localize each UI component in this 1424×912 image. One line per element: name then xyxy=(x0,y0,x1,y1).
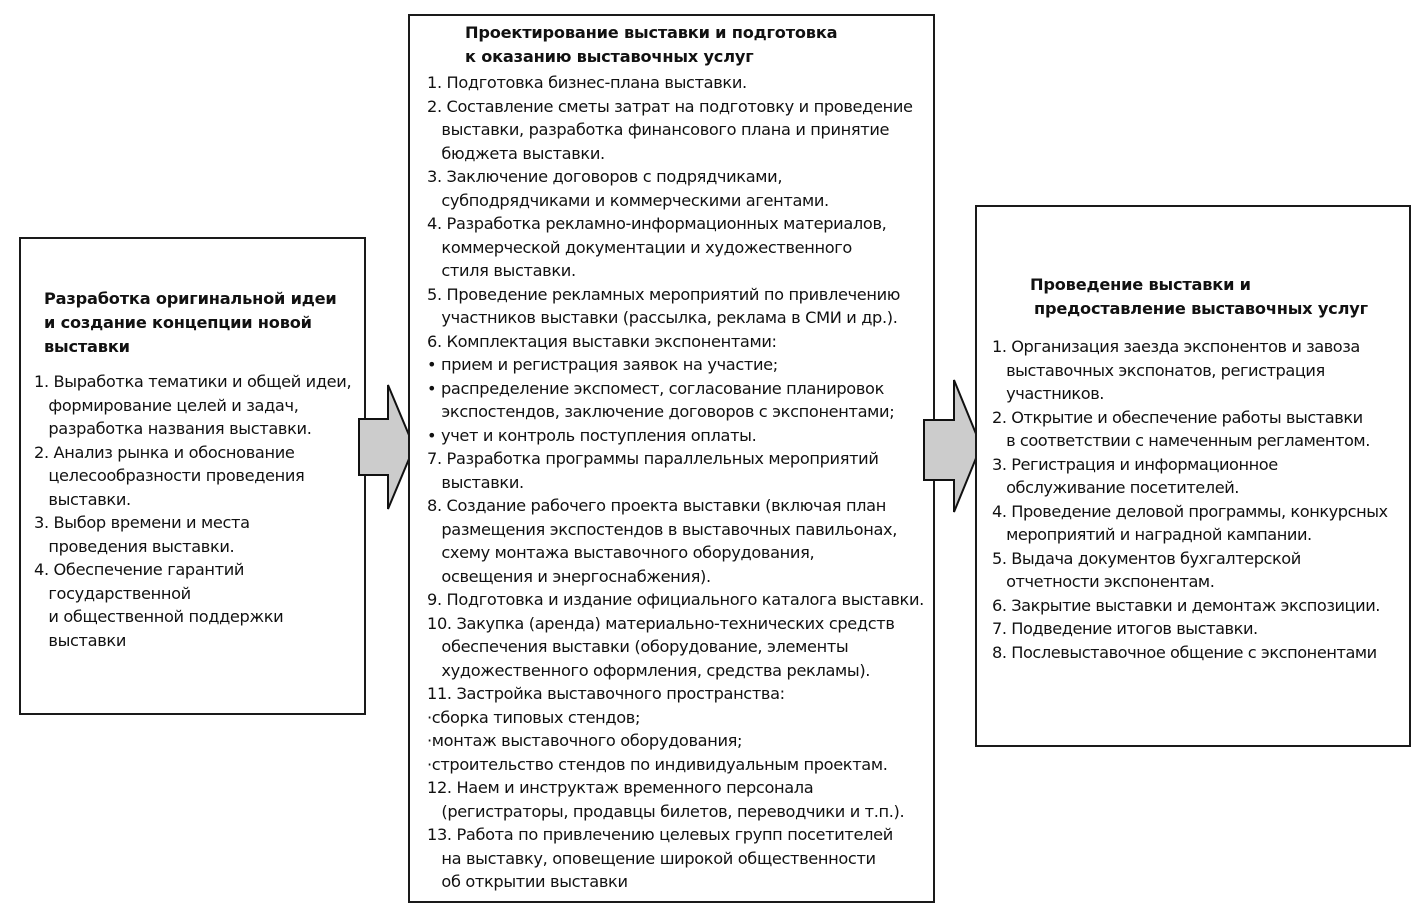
list-item: 12. Наем и инструктаж временного персонала xyxy=(427,778,814,797)
list-item: на выставку, оповещение широкой общественности xyxy=(427,848,876,868)
list-item: 1. Организация заезда экспонентов и завоза xyxy=(992,337,1360,356)
list-item: коммерческой документации и художественного xyxy=(427,237,852,257)
list-item: выставки. xyxy=(34,489,131,509)
list-item: 2. Открытие и обеспечение работы выставки xyxy=(992,407,1363,427)
concept-stage-title xyxy=(44,287,354,359)
list-item: целесообразности проведения xyxy=(34,466,305,485)
list-item: 6. Закрытие выставки и демонтаж экспозиции. xyxy=(992,595,1380,615)
list-item: 2. Составление сметы затрат на подготовку и проведение xyxy=(427,96,913,116)
list-item: • прием и регистрация заявок на участие; xyxy=(427,355,778,374)
list-item: участников. xyxy=(992,384,1104,403)
list-item: 8. Послевыставочное общение с экспонентами xyxy=(992,642,1377,662)
list-item: мероприятий и наградной кампании. xyxy=(992,525,1312,544)
exhibition-stage-title xyxy=(1030,273,1401,321)
list-item: 4. Обеспечение гарантий xyxy=(34,560,245,579)
list-item: 8. Создание рабочего проекта выставки (включая план xyxy=(427,496,886,515)
list-item: экспостендов, заключение договоров с экспонентами; xyxy=(427,402,895,421)
list-item: обслуживание посетителей. xyxy=(992,478,1239,497)
list-item: 13. Работа по привлечению целевых групп посетителей xyxy=(427,825,893,844)
list-item: разработка названия выставки. xyxy=(34,419,312,438)
list-item: 1. Подготовка бизнес-плана выставки. xyxy=(427,73,747,92)
list-item: 3. Выбор времени и места xyxy=(34,513,250,532)
list-item: 9. Подготовка и издание официального каталога выставки. xyxy=(427,590,924,609)
list-item: 4. Разработка рекламно-информационных материалов, xyxy=(427,214,887,233)
list-item: 4. Проведение деловой программы, конкурсных xyxy=(992,501,1388,521)
list-item: освещения и энергоснабжения). xyxy=(427,566,711,586)
list-item: выставочных экспонатов, регистрация xyxy=(992,360,1325,380)
concept-title-line: выставки xyxy=(44,337,130,356)
design-stage-title xyxy=(465,21,927,69)
list-item: субподрядчиками и коммерческими агентами. xyxy=(427,190,829,210)
list-item: об открытии выставки xyxy=(427,872,628,891)
list-item: проведения выставки. xyxy=(34,536,235,556)
list-item: 7. Подведение итогов выставки. xyxy=(992,619,1258,638)
list-item: в соответствии с намеченным регламентом. xyxy=(992,431,1370,450)
list-item: 6. Комплектация выставки экспонентами: xyxy=(427,331,777,351)
list-item: государственной xyxy=(34,583,191,603)
list-item: 2. Анализ рынка и обоснование xyxy=(34,442,295,462)
list-item: бюджета выставки. xyxy=(427,143,605,163)
design-title-line: Проектирование выставки и подготовка xyxy=(465,23,838,42)
list-item: 5. Проведение рекламных мероприятий по привлечению xyxy=(427,284,901,304)
list-item: обеспечения выставки (оборудование, элементы xyxy=(427,637,849,656)
list-item: ·сборка типовых стендов; xyxy=(427,707,641,727)
exhibition-title-line: Проведение выставки и xyxy=(1030,275,1251,294)
list-item: 1. Выработка тематики и общей идеи, xyxy=(34,372,352,391)
list-item: 10. Закупка (аренда) материально-технических средств xyxy=(427,613,895,633)
list-item: ·строительство стендов по индивидуальным проектам. xyxy=(427,754,888,774)
list-item: 3. Заключение договоров с подрядчиками, xyxy=(427,167,783,186)
design-stage-box xyxy=(408,14,935,903)
concept-title-line: и создание концепции новой xyxy=(44,313,312,332)
concept-stage-box xyxy=(19,237,366,715)
list-item: (регистраторы, продавцы билетов, переводчики и т.п.). xyxy=(427,801,905,821)
concept-title-line: Разработка оригинальной идеи xyxy=(44,289,337,308)
list-item: отчетности экспонентам. xyxy=(992,572,1215,591)
list-item: 7. Разработка программы параллельных мероприятий xyxy=(427,449,879,468)
list-item: выставки xyxy=(34,630,126,650)
list-item: формирование целей и задач, xyxy=(34,395,299,415)
list-item: • распределение экспомест, согласование планировок xyxy=(427,378,885,398)
exhibition-title-line: предоставление выставочных услуг xyxy=(1034,299,1368,318)
list-item: 3. Регистрация и информационное xyxy=(992,454,1278,474)
list-item: выставки. xyxy=(427,472,524,492)
list-item: выставки, разработка финансового плана и принятие xyxy=(427,120,890,139)
design-title-line: к оказанию выставочных услуг xyxy=(465,47,754,66)
list-item: участников выставки (рассылка, реклама в СМИ и др.). xyxy=(427,308,898,327)
list-item: • учет и контроль поступления оплаты. xyxy=(427,425,757,445)
list-item: схему монтажа выставочного оборудования, xyxy=(427,543,815,562)
design-stage-list xyxy=(427,71,927,894)
list-item: 5. Выдача документов бухгалтерской xyxy=(992,548,1301,568)
list-item: художественного оформления, средства рекламы). xyxy=(427,660,871,680)
list-item: стиля выставки. xyxy=(427,261,576,280)
list-item: 11. Застройка выставочного пространства: xyxy=(427,684,785,703)
exhibition-stage-box xyxy=(975,205,1411,747)
list-item: и общественной поддержки xyxy=(34,607,284,626)
list-item: ·монтаж выставочного оборудования; xyxy=(427,731,743,750)
exhibition-stage-list xyxy=(992,335,1401,664)
list-item: размещения экспостендов в выставочных павильонах, xyxy=(427,519,898,539)
concept-stage-list xyxy=(34,370,354,652)
